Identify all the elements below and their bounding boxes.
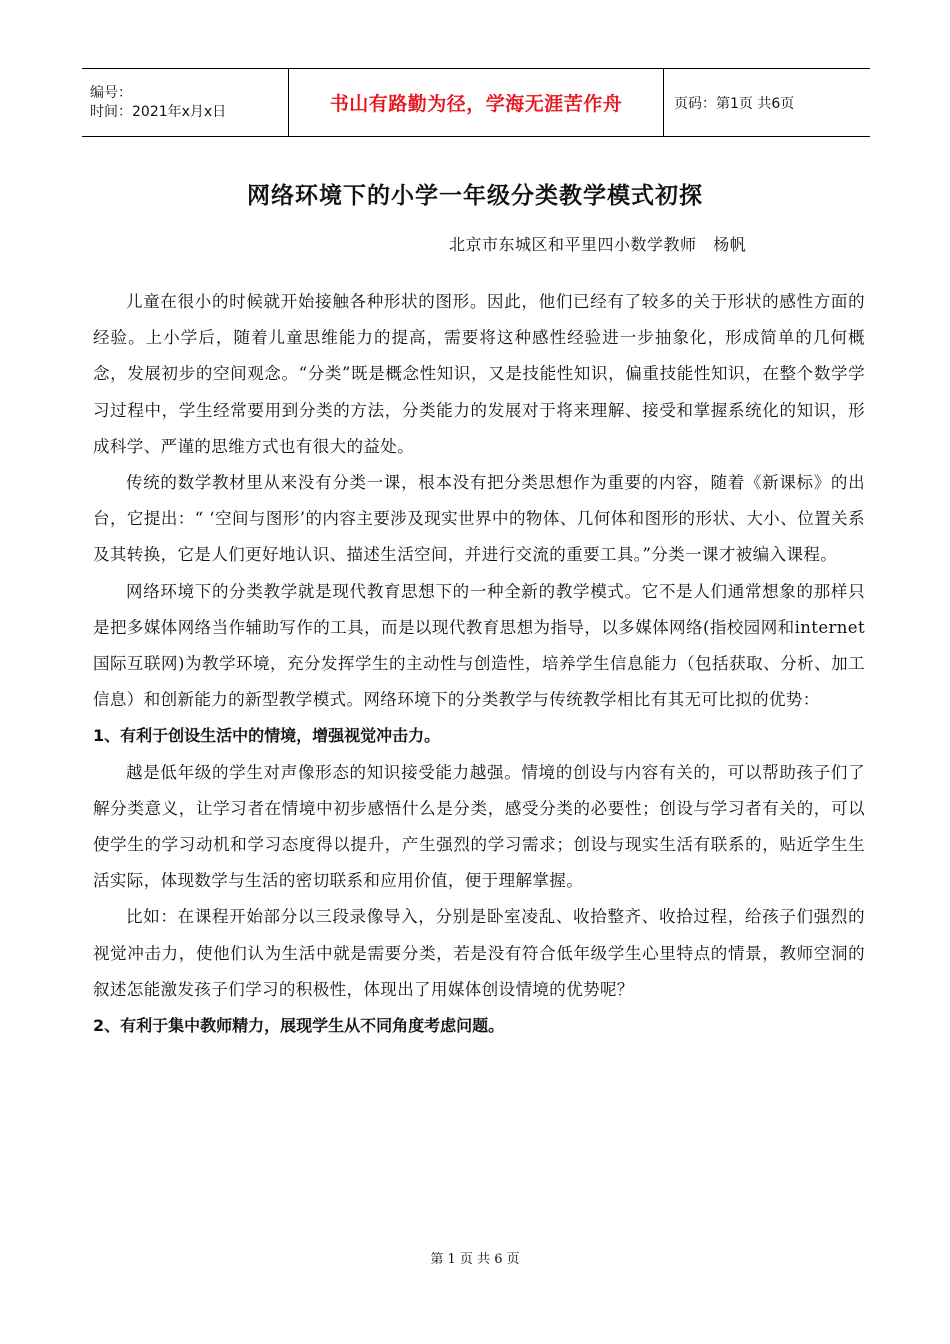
document-title: 网络环境下的小学一年级分类教学模式初探 <box>247 183 703 209</box>
paragraph: 越是低年级的学生对声像形态的知识接受能力越强。情境的创设与内容有关的，可以帮助孩子们了解分类意义，让学习者在情境中初步感悟什么是分类，感受分类的必要性；创设与学习者有关的，可以使学生的学习动机和学习态度得以提升，产生强烈的学习需求；创设与现实生活有联系的，贴近学生生活实际，体现数学与生活的密切联系和应用价值，便于理解掌握。 <box>93 762 865 891</box>
page-header <box>82 68 870 137</box>
document-body <box>93 284 865 1044</box>
header-meta <box>82 69 288 136</box>
number-label: 编号： <box>90 84 132 101</box>
header-page-info: 页码：第1页 共6页 <box>674 95 795 112</box>
header-motto: 书山有路勤为径，学海无涯苦作舟 <box>288 69 664 136</box>
section-heading-2: 2、有利于集中教师精力，展现学生从不同角度考虑问题。 <box>93 1016 505 1036</box>
paragraph: 网络环境下的分类教学就是现代教育思想下的一种全新的教学模式。它不是人们通常想象的那样只是把多媒体网络当作辅助写作的工具，而是以现代教育思想为指导，以多媒体网络(指校园网和internet国际互联网)为教学环境，充分发挥学生的主动性与创造性，培养学生信息能力（包括获取、分析、加工信息）和创新能力的新型教学模式。网络环境下的分类教学与传统教学相比有其无可比拟的优势： <box>93 581 865 710</box>
paragraph: 儿童在很小的时候就开始接触各种形状的图形。因此，他们已经有了较多的关于形状的感性方面的经验。上小学后，随着儿童思维能力的提高，需要将这种感性经验进一步抽象化，形成简单的几何概念，发展初步的空间观念。“分类”既是概念性知识，又是技能性知识，偏重技能性知识，在整个数学学习过程中，学生经常要用到分类的方法，分类能力的发展对于将来理解、接受和掌握系统化的知识，形成科学、严谨的思维方式也有很大的益处。 <box>93 292 865 456</box>
section-heading-1: 1、有利于创设生活中的情境，增强视觉冲击力。 <box>93 726 441 746</box>
time-label: 时间：2021年x月x日 <box>90 103 227 120</box>
page-footer: 第 1 页 共 6 页 <box>430 1252 520 1267</box>
paragraph: 比如：在课程开始部分以三段录像导入，分别是卧室凌乱、收拾整齐、收拾过程，给孩子们强烈的视觉冲击力，使他们认为生活中就是需要分类，若是没有符合低年级学生心里特点的情景，教师空洞的叙述怎能激发孩子们学习的积极性，体现出了用媒体创设情境的优势呢？ <box>93 907 865 999</box>
document-author: 北京市东城区和平里四小数学教师 杨帆 <box>449 235 747 254</box>
paragraph: 传统的数学教材里从来没有分类一课，根本没有把分类思想作为重要的内容，随着《新课标》的出台，它提出：“ ‘空间与图形’的内容主要涉及现实世界中的物体、几何体和图形的形状、大小、位置关系及其转换，它是人们更好地认识、描述生活空间，并进行交流的重要工具。”分类一课才被编入课程。 <box>93 473 865 565</box>
